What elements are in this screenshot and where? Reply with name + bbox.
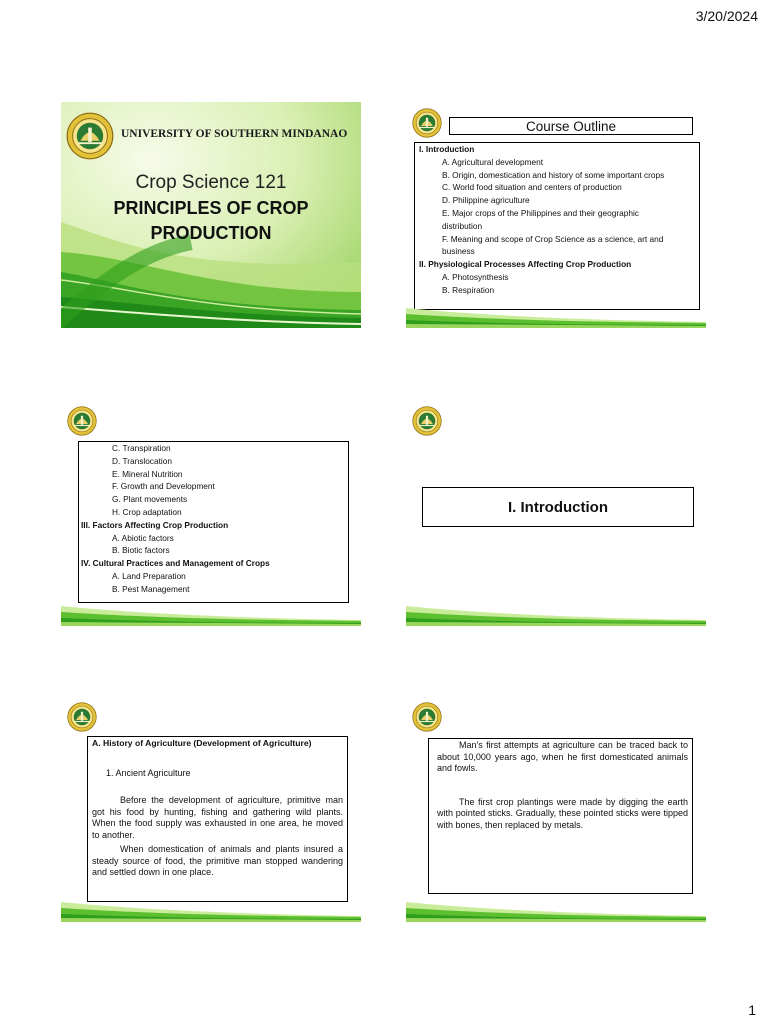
footer-decoration	[61, 894, 361, 922]
course-title-line1: PRINCIPLES OF CROP	[113, 198, 309, 218]
page-number: 1	[748, 1002, 756, 1018]
outline-item: C. World food situation and centers of production	[442, 182, 622, 193]
outline-item: H. Crop adaptation	[112, 506, 182, 517]
slide-title[interactable]	[61, 102, 361, 328]
content-subheading: 1. Ancient Agriculture	[106, 768, 191, 778]
outline-item: A. Agricultural development	[442, 156, 544, 167]
paragraph-2: When domestication of animals and plants insured a steady source of food, the primitive man stopped wandering and settled down in one place.	[92, 844, 343, 877]
university-seal-icon	[66, 112, 114, 160]
outline-item: E. Mineral Nutrition	[112, 468, 183, 479]
course-title	[61, 196, 361, 246]
university-seal-icon	[412, 406, 442, 436]
slide-introduction[interactable]	[406, 400, 706, 626]
outline-item: A. Photosynthesis	[442, 271, 509, 282]
outline-item: IV. Cultural Practices and Management of Crops	[81, 558, 270, 569]
outline-item: business	[442, 246, 475, 257]
outline-item: D. Philippine agriculture	[442, 195, 530, 206]
content-heading: A. History of Agriculture (Development of Agriculture)	[92, 738, 312, 748]
course-title-line2: PRODUCTION	[150, 223, 272, 243]
slide-heading: Course Outline	[449, 117, 693, 135]
content-box	[428, 738, 693, 894]
outline-item: B. Origin, domestication and history of some important crops	[442, 169, 665, 180]
outline-item: III. Factors Affecting Crop Production	[81, 519, 229, 530]
outline-item: distribution	[442, 220, 483, 231]
footer-decoration	[61, 598, 361, 626]
outline-item: E. Major crops of the Philippines and their geographic	[442, 207, 639, 218]
outline-item: F. Meaning and scope of Crop Science as a science, art and	[442, 233, 664, 244]
outline-item: A. Land Preparation	[112, 570, 186, 581]
section-heading: I. Introduction	[422, 487, 694, 527]
footer-decoration	[406, 300, 706, 328]
footer-decoration	[406, 598, 706, 626]
outline-item: I. Introduction	[419, 144, 475, 154]
paragraph-2: The first crop plantings were made by digging the earth with pointed sticks. Gradually, these pointed sticks were tipped with bones, then replaced by metals.	[437, 796, 688, 830]
university-seal-icon	[412, 702, 442, 732]
course-code: Crop Science 121	[135, 172, 287, 193]
university-seal-icon	[67, 702, 97, 732]
university-seal-icon	[67, 406, 97, 436]
university-name: UNIVERSITY OF SOUTHERN MINDANAO	[121, 128, 348, 140]
outline-item: A. Abiotic factors	[112, 532, 174, 543]
slide-outline-continued[interactable]	[61, 400, 361, 626]
outline-item: G. Plant movements	[112, 494, 188, 505]
slide-history-of-agriculture[interactable]	[61, 696, 361, 922]
footer-decoration	[406, 894, 706, 922]
paragraph-1: Before the development of agriculture, primitive man got his food by hunting, fishing and gathering wild plants. When the food supply was exhausted in one area, he moved to another.	[92, 795, 343, 840]
outline-item: B. Biotic factors	[112, 545, 170, 556]
outline-item: D. Translocation	[112, 455, 172, 466]
outline-list	[81, 442, 346, 596]
paragraph-1: Man's first attempts at agriculture can be traced back to about 10,000 years ago, when he first domesticated animals and fowls.	[437, 740, 688, 773]
outline-item: B. Pest Management	[112, 583, 190, 594]
outline-item: B. Respiration	[442, 284, 495, 295]
print-date: 3/20/2024	[695, 8, 758, 24]
outline-item: C. Transpiration	[112, 443, 171, 453]
outline-box	[78, 441, 349, 603]
content-box	[87, 736, 348, 902]
outline-item: II. Physiological Processes Affecting Crop Production	[419, 259, 632, 270]
slide-course-outline[interactable]	[406, 102, 706, 328]
university-seal-icon	[412, 108, 442, 138]
outline-box	[414, 142, 700, 310]
slide-first-attempts[interactable]	[406, 696, 706, 922]
outline-item: F. Growth and Development	[112, 481, 215, 492]
outline-list	[419, 143, 695, 297]
